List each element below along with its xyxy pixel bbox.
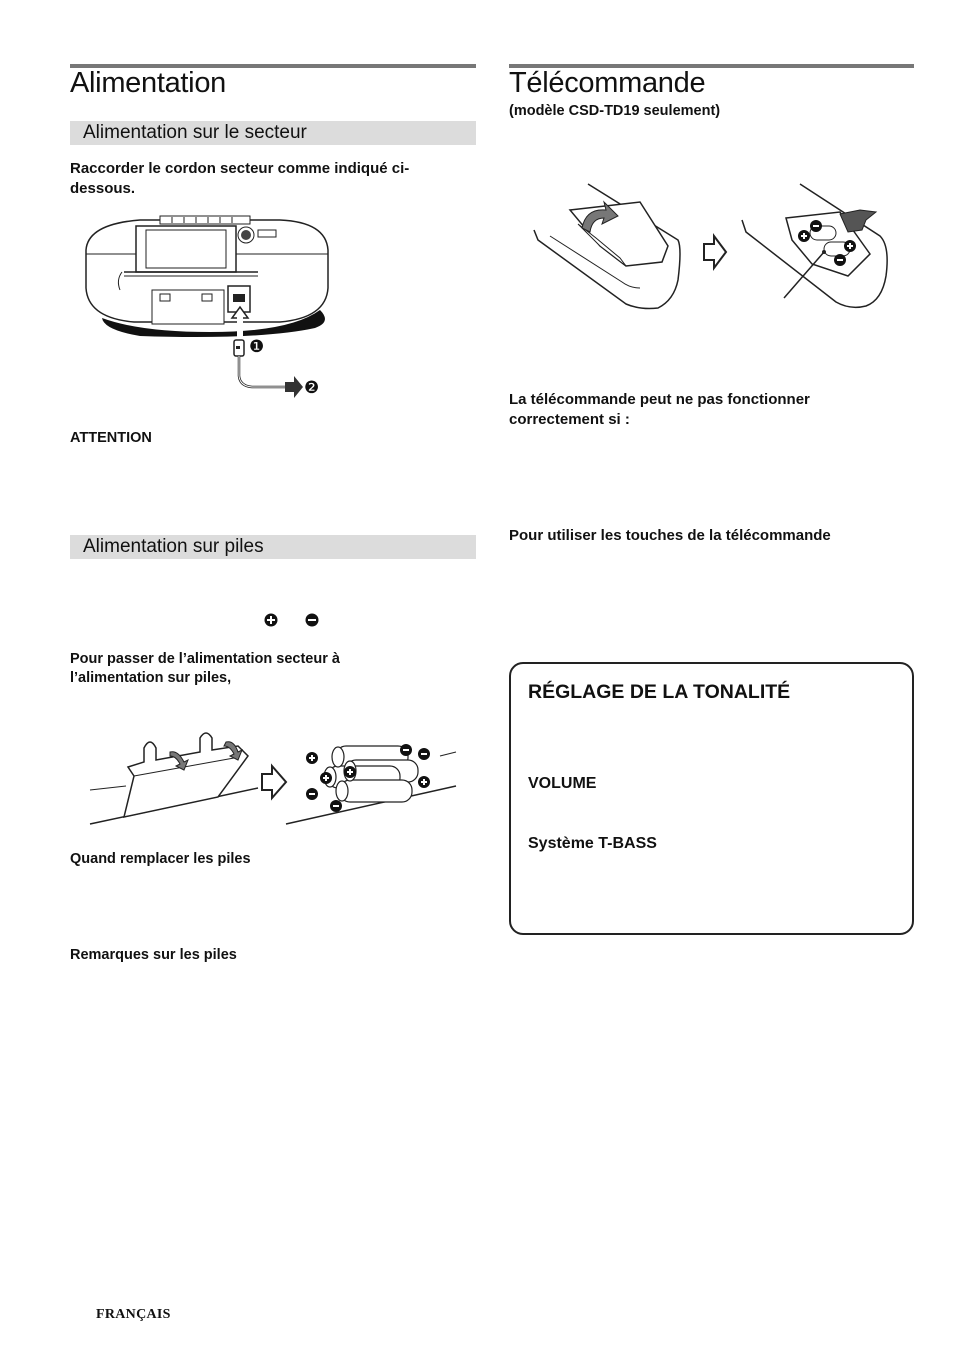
section-heading-secteur <box>70 121 476 145</box>
secteur-instruction: Raccorder le cordon secteur comme indiqué ci-dessous. <box>70 160 410 197</box>
tone-settings-box <box>509 662 914 935</box>
section-heading-secteur-label: Alimentation sur le secteur <box>83 122 307 143</box>
remote-buttons-note: Pour utiliser les touches de la télécommande <box>509 527 831 544</box>
plus-circle-icon <box>264 613 278 627</box>
minus-circle-icon <box>305 613 319 627</box>
remote-battery-illustration <box>530 180 894 310</box>
page-title-alimentation: Alimentation <box>70 67 226 99</box>
section-heading-piles <box>70 535 476 559</box>
battery-insertion-illustration <box>88 722 460 830</box>
section-heading-piles-label: Alimentation sur piles <box>83 536 264 557</box>
attention-label: ATTENTION <box>70 430 152 446</box>
switch-to-batteries-note: Pour passer de l’alimentation secteur à l’alimentation sur piles, <box>70 651 340 686</box>
model-subtitle: (modèle CSD-TD19 seulement) <box>509 103 721 119</box>
tone-settings-heading: RÉGLAGE DE LA TONALITÉ <box>528 681 791 703</box>
when-replace-batteries: Quand remplacer les piles <box>70 851 251 867</box>
battery-remarks: Remarques sur les piles <box>70 947 237 963</box>
tbass-label: Système T-BASS <box>528 835 657 852</box>
footer-language: FRANÇAIS <box>96 1307 171 1322</box>
callout-1-icon: ❶ <box>249 337 265 356</box>
remote-malfunction-note: La télécommande peut ne pas fonctionner correctement si : <box>509 391 810 428</box>
boombox-illustration <box>80 210 340 405</box>
volume-label: VOLUME <box>528 775 597 792</box>
page-title-telecommande: Télécommande <box>509 67 706 99</box>
callout-2-icon: ❷ <box>304 378 320 397</box>
